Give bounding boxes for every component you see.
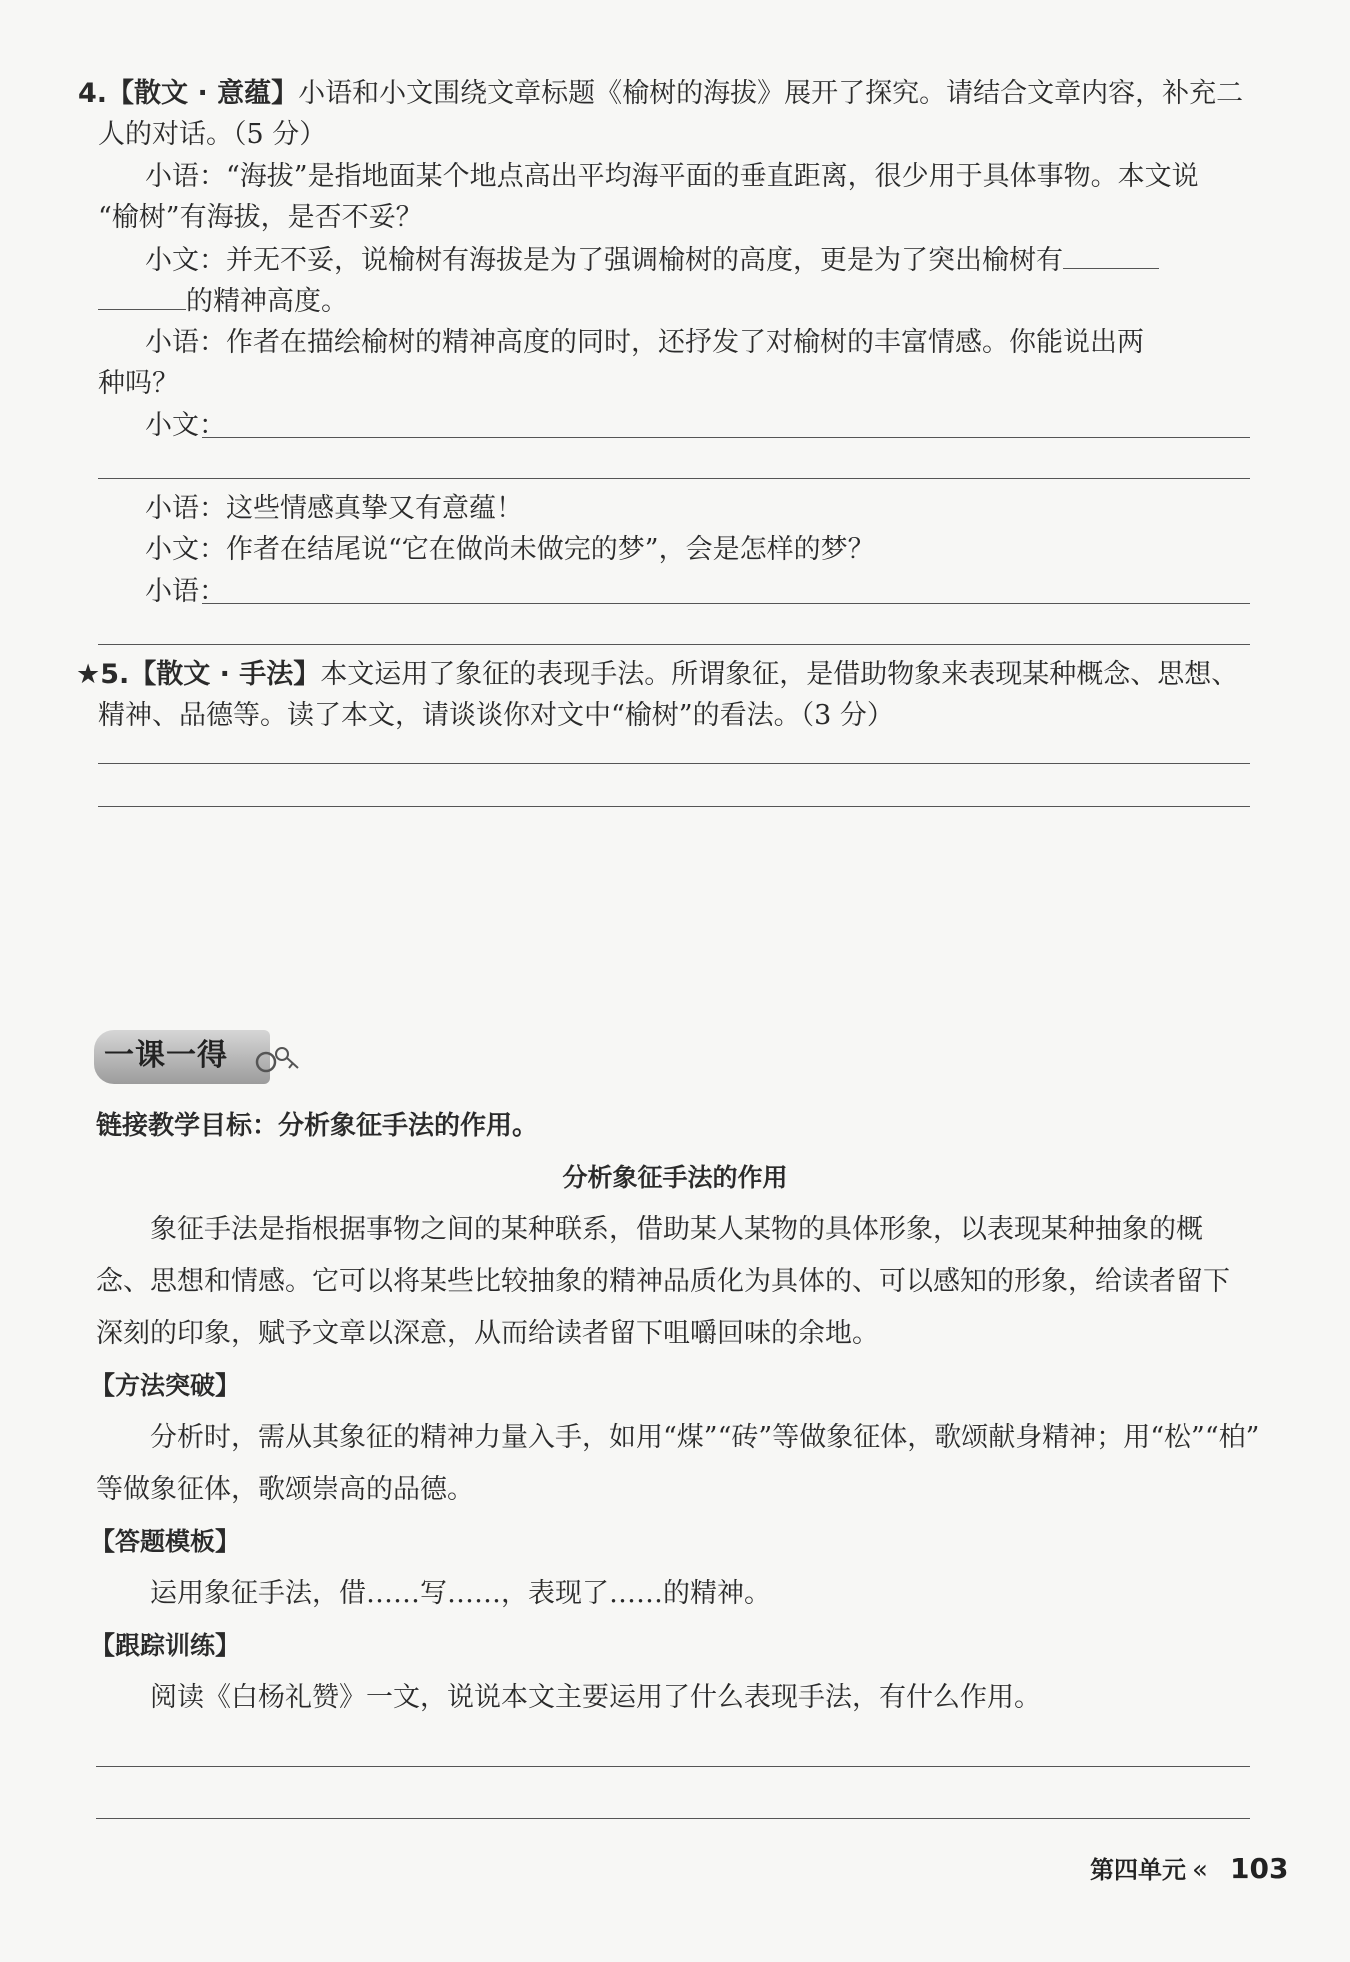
- q5-line2: 精神、品德等。读了本文，请谈谈你对文中“榆树”的看法。（3 分）: [98, 700, 894, 731]
- answer-line-q5-b[interactable]: [98, 806, 1250, 807]
- q4-number: 4.: [78, 78, 108, 109]
- training-heading: 【跟踪训练】: [90, 1631, 241, 1660]
- q4-dialogue-2a-text: 小文：并无不妥，说榆树有海拔是为了强调榆树的高度，更是为了突出榆树有: [145, 245, 1063, 276]
- q4-dialogue-2b-text: 的精神高度。: [186, 286, 348, 317]
- q4-tag: 【散文 · 意蕴】: [107, 78, 299, 109]
- q4-dialogue-2a: [145, 240, 1159, 281]
- q5-text-1: 本文运用了象征的表现手法。所谓象征，是借助物象来表现某种概念、思想、: [320, 659, 1239, 690]
- training-text: 阅读《白杨礼赞》一文，说说本文主要运用了什么表现手法，有什么作用。: [150, 1682, 1041, 1713]
- lesson-title: 分析象征手法的作用: [562, 1163, 788, 1192]
- key-icon: [252, 1040, 302, 1080]
- q5-tag: 【散文 · 手法】: [129, 659, 321, 690]
- q5-number: ★5.: [76, 659, 130, 690]
- method-line1: 分析时，需从其象征的精神力量入手，如用“煤”“砖”等做象征体，歌颂献身精神；用“松”“柏”: [150, 1422, 1260, 1453]
- q4-dialogue-1a: 小语：“海拔”是指地面某个地点高出平均海平面的垂直距离，很少用于具体事物。本文说: [145, 161, 1199, 192]
- template-text: 运用象征手法，借……写……，表现了……的精神。: [150, 1578, 771, 1609]
- teaching-goal-link: 链接教学目标：分析象征手法的作用。: [96, 1111, 539, 1141]
- q4-dialogue-6: 小文：作者在结尾说“它在做尚未做完的梦”，会是怎样的梦？: [145, 534, 875, 565]
- unit-label: 第四单元: [1090, 1856, 1186, 1884]
- q4-intro-line1: [78, 74, 1243, 114]
- answer-line-q4-a[interactable]: [202, 437, 1250, 438]
- answer-line-training-b[interactable]: [96, 1818, 1250, 1819]
- q4-dialogue-7-label: 小语：: [145, 576, 226, 607]
- lesson-para-line3: 深刻的印象，赋予文章以深意，从而给读者留下咀嚼回味的余地。: [96, 1318, 879, 1349]
- answer-blank-1[interactable]: [1063, 240, 1159, 269]
- lesson-para-line2: 念、思想和情感。它可以将某些比较抽象的精神品质化为具体的、可以感知的形象，给读者留下: [96, 1266, 1230, 1297]
- method-line2: 等做象征体，歌颂崇高的品德。: [96, 1474, 474, 1505]
- q4-dialogue-4-label: 小文：: [145, 410, 226, 441]
- q4-dialogue-2b: [98, 281, 348, 322]
- q4-dialogue-1b: “榆树”有海拔，是否不妥？: [98, 202, 423, 233]
- answer-line-q4-d[interactable]: [98, 644, 1250, 645]
- answer-line-q4-b[interactable]: [98, 478, 1250, 479]
- q4-dialogue-5: 小语：这些情感真挚又有意蕴！: [145, 493, 523, 524]
- template-heading: 【答题模板】: [90, 1527, 241, 1556]
- double-chevron-icon: «: [1192, 1855, 1208, 1885]
- q4-dialogue-3b: 种吗？: [98, 368, 179, 399]
- q5-line1: [76, 655, 1238, 695]
- q4-dialogue-3a: 小语：作者在描绘榆树的精神高度的同时，还抒发了对榆树的丰富情感。你能说出两: [145, 327, 1144, 358]
- method-heading: 【方法突破】: [90, 1371, 241, 1400]
- q4-intro-line2: 人的对话。（5 分）: [98, 119, 327, 150]
- answer-line-training-a[interactable]: [96, 1766, 1250, 1767]
- lesson-para-line1: 象征手法是指根据事物之间的某种联系，借助某人某物的具体形象，以表现某种抽象的概: [150, 1214, 1203, 1245]
- answer-line-q4-c[interactable]: [202, 603, 1250, 604]
- section-banner-title: 一课一得: [104, 1038, 228, 1073]
- q4-intro-text: 小语和小文围绕文章标题《榆树的海拔》展开了探究。请结合文章内容，补充二: [298, 78, 1244, 109]
- answer-line-q5-a[interactable]: [98, 763, 1250, 764]
- page-number: 103: [1230, 1852, 1289, 1885]
- answer-blank-2[interactable]: [98, 281, 186, 310]
